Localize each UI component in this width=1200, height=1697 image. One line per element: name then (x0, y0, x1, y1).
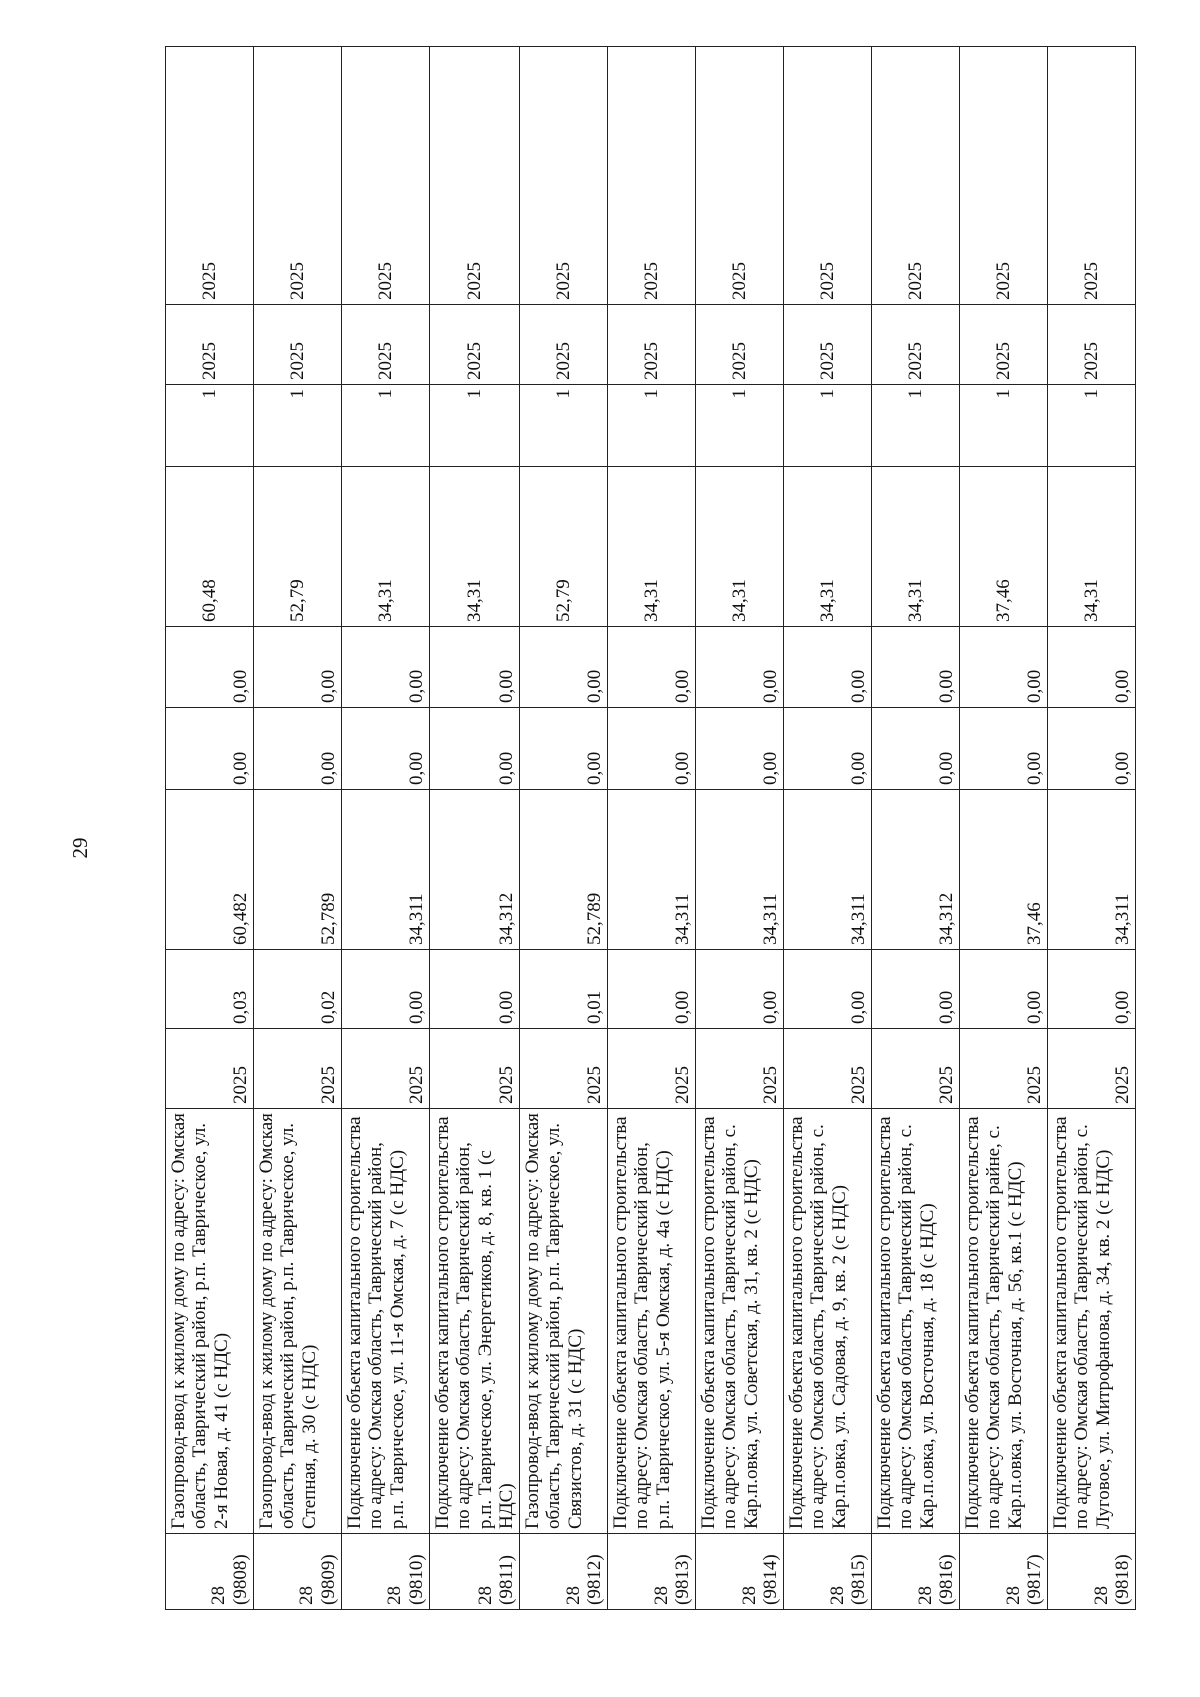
cell-year-3: 2025 (254, 47, 342, 305)
cell-id: 28 (9814) (696, 1534, 784, 1610)
cell-value-1: 0,03 (166, 950, 254, 1029)
cell-value-2: 34,311 (696, 790, 784, 950)
cell-year-start: 2025 (520, 1029, 608, 1109)
cell-value-2: 52,789 (520, 790, 608, 950)
cell-value-4: 0,00 (784, 627, 872, 708)
cell-year-3: 2025 (520, 47, 608, 305)
cell-description: Подключение объекта капитального строительства по адресу: Омская область, Таврический район, с. Кар.п.овка, ул. Садовая, д. 9, кв. 2 (с НДС) (784, 1109, 872, 1534)
cell-value-1: 0,00 (1048, 950, 1136, 1029)
cell-year-2: 2025 (784, 305, 872, 385)
cell-id: 28 (9809) (254, 1534, 342, 1610)
cell-year-start: 2025 (1048, 1029, 1136, 1109)
cell-value-3: 0,00 (1048, 708, 1136, 790)
cell-value-4: 0,00 (608, 627, 696, 708)
cell-value-4: 0,00 (960, 627, 1048, 708)
table-row (696, 47, 784, 1610)
table-row (520, 47, 608, 1610)
cell-value-3: 0,00 (872, 708, 960, 790)
cell-value-5: 34,31 (608, 467, 696, 627)
cell-year-start: 2025 (342, 1029, 430, 1109)
cell-year-2: 2025 (872, 305, 960, 385)
cell-value-2: 52,789 (254, 790, 342, 950)
cell-year-3: 2025 (430, 47, 520, 305)
cell-year-2: 2025 (960, 305, 1048, 385)
cell-value-2: 34,311 (608, 790, 696, 950)
cell-id: 28 (9815) (784, 1534, 872, 1610)
cell-year-3: 2025 (342, 47, 430, 305)
cell-value-4: 0,00 (520, 627, 608, 708)
cell-value-4: 0,00 (1048, 627, 1136, 708)
cell-year-2: 2025 (254, 305, 342, 385)
cell-value-5: 34,31 (1048, 467, 1136, 627)
table-row (784, 47, 872, 1610)
cell-value-4: 0,00 (166, 627, 254, 708)
cell-year-start: 2025 (784, 1029, 872, 1109)
cell-value-2: 34,312 (872, 790, 960, 950)
cell-count: 1 (608, 385, 696, 467)
cell-count: 1 (166, 385, 254, 467)
cell-value-5: 37,46 (960, 467, 1048, 627)
cell-value-5: 60,48 (166, 467, 254, 627)
page-number: 29 (68, 837, 92, 859)
cell-count: 1 (342, 385, 430, 467)
cell-year-3: 2025 (166, 47, 254, 305)
table-row (960, 47, 1048, 1610)
cell-value-3: 0,00 (784, 708, 872, 790)
cell-year-start: 2025 (872, 1029, 960, 1109)
cell-value-1: 0,00 (608, 950, 696, 1029)
cell-value-3: 0,00 (254, 708, 342, 790)
cell-value-3: 0,00 (696, 708, 784, 790)
cell-value-4: 0,00 (696, 627, 784, 708)
cell-value-3: 0,00 (342, 708, 430, 790)
cell-value-1: 0,00 (696, 950, 784, 1029)
cell-id: 28 (9811) (430, 1534, 520, 1610)
cell-count: 1 (520, 385, 608, 467)
cell-year-2: 2025 (166, 305, 254, 385)
cell-count: 1 (960, 385, 1048, 467)
cell-description: Подключение объекта капитального строительства по адресу: Омская область, Таврический район, с. Луговое, ул. Митрофанова, д. 34, кв. 2 (с НДС) (1048, 1109, 1136, 1534)
cell-value-2: 34,311 (784, 790, 872, 950)
cell-year-2: 2025 (608, 305, 696, 385)
table-row (872, 47, 960, 1610)
cell-year-3: 2025 (608, 47, 696, 305)
cell-year-2: 2025 (1048, 305, 1136, 385)
cell-year-start: 2025 (696, 1029, 784, 1109)
cell-id: 28 (9817) (960, 1534, 1048, 1610)
table-row (608, 47, 696, 1610)
cell-count: 1 (872, 385, 960, 467)
cell-value-1: 0,00 (430, 950, 520, 1029)
cell-value-3: 0,00 (608, 708, 696, 790)
cell-description: Подключение объекта капитального строительства по адресу: Омская область, Таврический райне, с. Кар.п.овка, ул. Восточная, д. 56, кв.1 (с НДС) (960, 1109, 1048, 1534)
cell-value-5: 34,31 (784, 467, 872, 627)
cell-value-4: 0,00 (430, 627, 520, 708)
cell-description: Подключение объекта капитального строительства по адресу: Омская область, Таврический район, р.п. Таврическое, ул. 11-я Омская, д. 7 (с НДС) (342, 1109, 430, 1534)
cell-count: 1 (696, 385, 784, 467)
rotated-table-wrapper (165, 47, 1133, 1610)
project-table (165, 46, 1136, 1610)
cell-description: Газопровод-ввод к жилому дому по адресу: Омская область, Таврический район, р.п. Таврическое, ул. 2-я Новая, д. 41 (с НДС) (166, 1109, 254, 1534)
cell-year-2: 2025 (430, 305, 520, 385)
cell-value-4: 0,00 (342, 627, 430, 708)
cell-value-2: 60,482 (166, 790, 254, 950)
cell-id: 28 (9813) (608, 1534, 696, 1610)
cell-value-5: 52,79 (520, 467, 608, 627)
cell-year-3: 2025 (960, 47, 1048, 305)
cell-id: 28 (9810) (342, 1534, 430, 1610)
cell-year-3: 2025 (696, 47, 784, 305)
cell-value-2: 34,311 (1048, 790, 1136, 950)
cell-year-start: 2025 (430, 1029, 520, 1109)
cell-value-1: 0,00 (872, 950, 960, 1029)
cell-value-2: 34,312 (430, 790, 520, 950)
cell-id: 28 (9818) (1048, 1534, 1136, 1610)
cell-id: 28 (9812) (520, 1534, 608, 1610)
cell-year-2: 2025 (520, 305, 608, 385)
cell-value-1: 0,01 (520, 950, 608, 1029)
cell-value-1: 0,00 (960, 950, 1048, 1029)
cell-value-3: 0,00 (520, 708, 608, 790)
cell-count: 1 (254, 385, 342, 467)
cell-id: 28 (9816) (872, 1534, 960, 1610)
cell-value-1: 0,02 (254, 950, 342, 1029)
cell-description: Газопровод-ввод к жилому дому по адресу: Омская область, Таврический район, р.п. Таврическое, ул. Степная, д. 30 (с НДС) (254, 1109, 342, 1534)
cell-description: Подключение объекта капитального строительства по адресу: Омская область, Таврический район, р.п. Таврическое, ул. Энергетиков, д. 8, кв. 1 (с НДС) (430, 1109, 520, 1534)
cell-year-3: 2025 (872, 47, 960, 305)
cell-year-2: 2025 (342, 305, 430, 385)
cell-value-5: 34,31 (342, 467, 430, 627)
cell-value-5: 34,31 (696, 467, 784, 627)
cell-value-2: 37,46 (960, 790, 1048, 950)
cell-count: 1 (1048, 385, 1136, 467)
cell-description: Подключение объекта капитального строительства по адресу: Омская область, Таврический район, р.п. Таврическое, ул. 5-я Омская, д. 4а (с НДС) (608, 1109, 696, 1534)
cell-description: Газопровод-ввод к жилому дому по адресу: Омская область, Таврический район, р.п. Таврическое, ул. Связистов, д. 31 (с НДС) (520, 1109, 608, 1534)
cell-value-3: 0,00 (960, 708, 1048, 790)
cell-value-1: 0,00 (342, 950, 430, 1029)
cell-year-2: 2025 (696, 305, 784, 385)
table-row (254, 47, 342, 1610)
cell-value-5: 52,79 (254, 467, 342, 627)
cell-year-3: 2025 (1048, 47, 1136, 305)
cell-value-5: 34,31 (430, 467, 520, 627)
cell-year-3: 2025 (784, 47, 872, 305)
table-row (166, 47, 254, 1610)
cell-value-1: 0,00 (784, 950, 872, 1029)
table-body (166, 47, 1136, 1610)
table-row (430, 47, 520, 1610)
cell-description: Подключение объекта капитального строительства по адресу: Омская область, Таврический район, с. Кар.п.овка, ул. Советская, д. 31, кв. 2 (с НДС) (696, 1109, 784, 1534)
cell-count: 1 (784, 385, 872, 467)
cell-description: Подключение объекта капитального строительства по адресу: Омская область, Таврический район, с. Кар.п.овка, ул. Восточная, д. 18 (с НДС) (872, 1109, 960, 1534)
cell-year-start: 2025 (166, 1029, 254, 1109)
cell-value-4: 0,00 (254, 627, 342, 708)
table-row (1048, 47, 1136, 1610)
cell-value-4: 0,00 (872, 627, 960, 708)
table-row (342, 47, 430, 1610)
cell-value-3: 0,00 (430, 708, 520, 790)
cell-value-2: 34,311 (342, 790, 430, 950)
cell-year-start: 2025 (254, 1029, 342, 1109)
cell-value-5: 34,31 (872, 467, 960, 627)
cell-id: 28 (9808) (166, 1534, 254, 1610)
cell-count: 1 (430, 385, 520, 467)
cell-value-3: 0,00 (166, 708, 254, 790)
cell-year-start: 2025 (960, 1029, 1048, 1109)
cell-year-start: 2025 (608, 1029, 696, 1109)
